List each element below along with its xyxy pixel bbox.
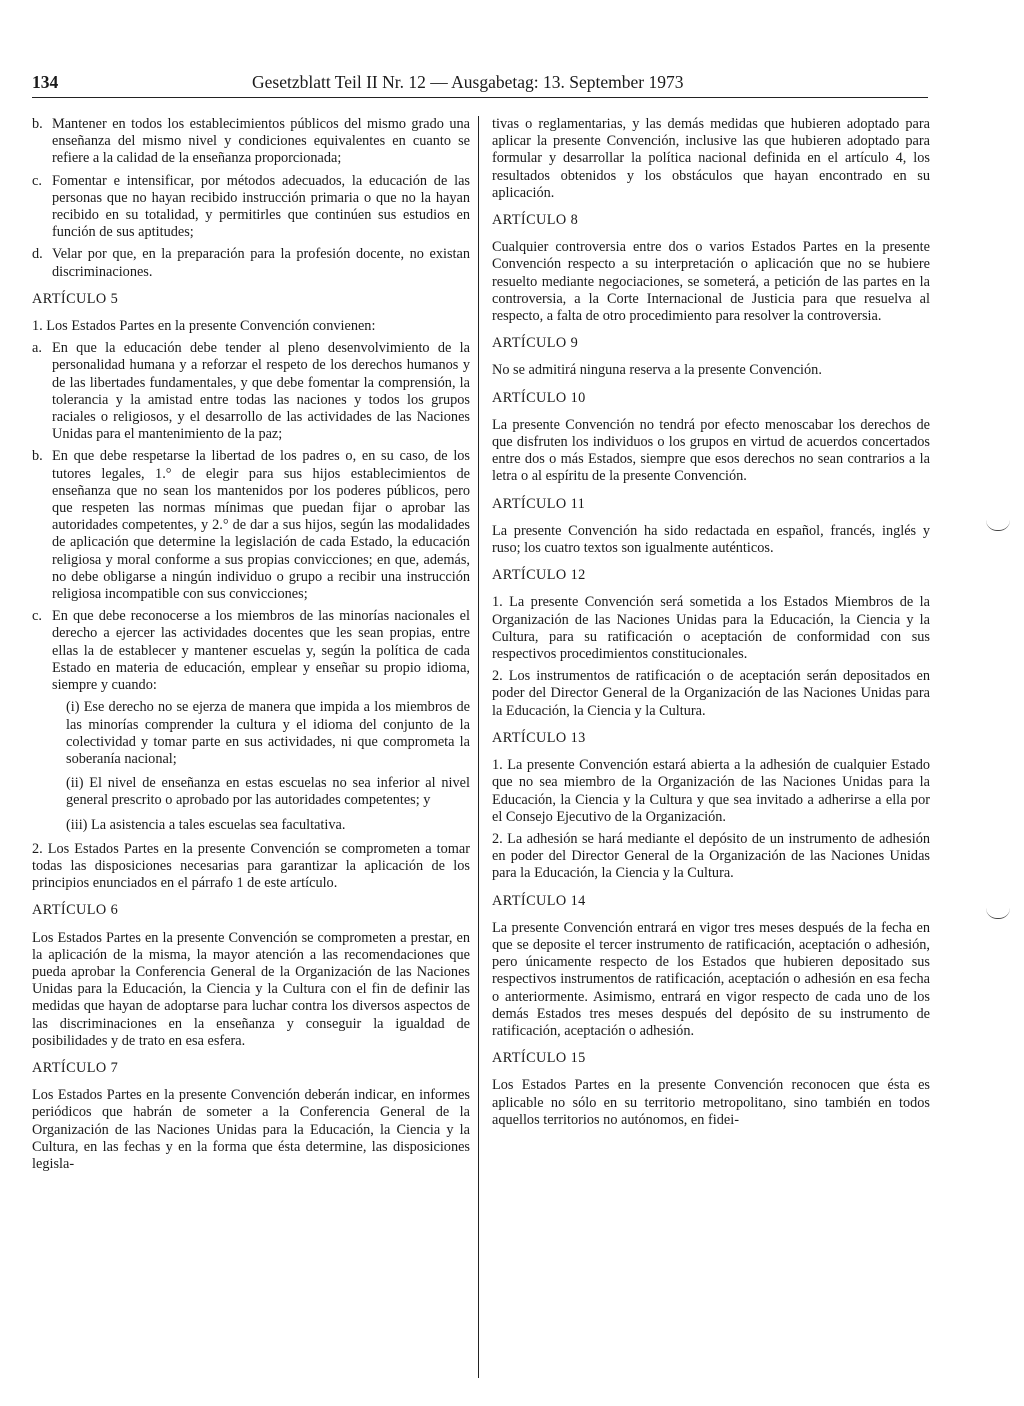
article-11-text: La presente Convención ha sido redactada en español, francés, inglés y ruso; los cuatro textos son igualmente auténticos. — [492, 522, 930, 557]
article-15-text: Los Estados Partes en la presente Convención reconocen que ésta es aplicable no sólo en su territorio metropolitano, sino también en todos aquellos territorios no autónomos, en fidei- — [492, 1077, 930, 1128]
list-marker: b. — [32, 116, 43, 132]
article-7-text: Los Estados Partes en la presente Convención deberán indicar, en informes periódicos que habrán de someter a la Conferencia General de la Organización de las Naciones Unidas para la Educación, la Ciencia y la Cultura, en las fechas y en la forma que ésta determine, las disposiciones legisla- — [32, 1087, 470, 1172]
article-6-text: Los Estados Partes en la presente Convención se comprometen a prestar, en la aplicación de la misma, la mayor atención a las recomendaciones que pueda aprobar la Conferencia General de la Organización de las Naciones Unidas para la Educación, la Ciencia y la Cultura con el fin de definir las medidas que hayan de adoptarse para luchar contra los diversos aspectos de las discriminaciones en la enseñanza y conseguir la igualdad de posibilidades y de trato en esa esfera. — [32, 929, 470, 1049]
right-column — [492, 116, 930, 1134]
header-title: Gesetzblatt Teil II Nr. 12 — Ausgabetag: 13. September 1973 — [252, 72, 684, 92]
list-marker: a. — [32, 340, 42, 357]
list-item-d — [32, 246, 470, 280]
article-7-continuation: tivas o reglamentarias, y las demás medidas que hubieren adoptado para aplicar la presente Convención, inclusive las que hubieren adoptado para formular y desarrollar la política nacional definida en el artículo 4, los resultados obtenidos y los obstáculos que hayan encontrado en su aplicación. — [492, 116, 930, 201]
article-10-heading: ARTÍCULO 10 — [492, 389, 586, 406]
article-9-heading: ARTÍCULO 9 — [492, 335, 579, 352]
list-item-text: En que debe respetarse la libertad de los padres o, en su caso, de los tutores legales, 1.° de elegir para sus hijos establecimientos de enseñanza que no sean los mantenidos por los poderes públicos, pero que respeten las normas mínimas que puedan fijar o aprobar las autoridades competentes, y 2.° de dar a sus hijos, según las modalidades de aplicación que determine la legislación de cada Estado, la educación religiosa y moral conforme a sus propias convicciones; en que, además, no debe obligarse a ningún individuo o grupo a recibir una instrucción religiosa incompatible con sus convicciones; — [52, 448, 470, 603]
list-item-text: Mantener en todos los establecimientos públicos del mismo grado una enseñanza del mismo nivel y condiciones equivalentes en cuanto se refiere a la calidad de la enseñanza proporcionada; — [52, 116, 470, 167]
article-5-heading: ARTÍCULO 5 — [32, 290, 119, 307]
article-5-paragraph-2: 2. Los Estados Partes en la presente Convención se comprometen a tomar todas las disposiciones necesarias para garantizar la aplicación de los principios enunciados en el párrafo 1 de este artículo. — [32, 840, 470, 892]
left-column — [32, 116, 470, 1178]
list-item-text: Velar por que, en la preparación para la profesión docente, no existan discriminaciones. — [52, 246, 470, 280]
page-header — [32, 72, 928, 94]
article-10-text: La presente Convención no tendrá por efecto menoscabar los derechos de que disfruten los individuos o los grupos en virtud de acuerdos concertados entre dos o más Estados, siempre que esos derechos no sean contrarios a la letra o al espíritu de la presente Convención. — [492, 416, 930, 485]
article-5-item-b — [32, 448, 470, 603]
article-13-heading: ARTÍCULO 13 — [492, 729, 586, 746]
article-5-subitem-ii: (ii) El nivel de enseñanza en estas escuelas no sea inferior al nivel general prescrito o aprobado por las autoridades competentes; y — [66, 775, 470, 809]
article-13-paragraph-2: 2. La adhesión se hará mediante el depósito de un instrumento de adhesión en poder del Director General de la Organización de las Naciones Unidas para la Educación, la Ciencia y la Cultura. — [492, 830, 930, 882]
article-12-paragraph-1: 1. La presente Convención será sometida a los Estados Miembros de la Organización de las Naciones Unidas para la Educación, la Ciencia y la Cultura, para su ratificación o aceptación de conformidad con sus respectivos procedimientos constitucionales. — [492, 594, 930, 663]
list-marker: c. — [32, 608, 42, 625]
article-5-item-a — [32, 340, 470, 443]
article-15-heading: ARTÍCULO 15 — [492, 1050, 586, 1067]
article-5-subitem-i: (i) Ese derecho no se ejerza de manera que impida a los miembros de las minorías comprender la cultura y el idioma del conjunto de la colectividad y tomar parte en sus actividades, ni que comprometa la soberanía nacional; — [66, 699, 470, 767]
list-item-c — [32, 173, 470, 242]
article-8-text: Cualquier controversia entre dos o varios Estados Partes en la presente Convención respecto a su interpretación o aplicación que no se hubiere resuelto mediante negociaciones, se someterá, a petición de las partes en la controversia, a la Corte Internacional de Justicia para que resuelva al respecto, a falta de otro procedimiento para resolver la controversia. — [492, 239, 930, 325]
article-8-heading: ARTÍCULO 8 — [492, 212, 579, 229]
article-5-subitem-iii: (iii) La asistencia a tales escuelas sea facultativa. — [66, 816, 346, 833]
column-divider — [478, 116, 479, 1378]
margin-mark — [986, 520, 1010, 531]
list-item-text: Fomentar e intensificar, por métodos adecuados, la educación de las personas que no hayan recibido instrucción primaria o que no la hayan recibido en su totalidad, y permitirles que continúen sus estudios en función de sus aptitudes; — [52, 172, 470, 241]
article-9-text: No se admitirá ninguna reserva a la presente Convención. — [492, 362, 822, 379]
article-11-heading: ARTÍCULO 11 — [492, 495, 586, 512]
list-marker: b. — [32, 448, 43, 465]
article-12-heading: ARTÍCULO 12 — [492, 567, 586, 584]
list-item-b — [32, 116, 470, 168]
article-5-paragraph-1: 1. Los Estados Partes en la presente Convención convienen: — [32, 318, 376, 335]
article-14-heading: ARTÍCULO 14 — [492, 892, 586, 909]
list-marker: c. — [32, 172, 42, 189]
article-6-heading: ARTÍCULO 6 — [32, 902, 119, 919]
header-rule — [32, 97, 928, 98]
list-marker: d. — [32, 246, 43, 263]
article-14-text: La presente Convención entrará en vigor tres meses después de la fecha en que se deposite el tercer instrumento de ratificación, aceptación o adhesión, pero únicamente respecto de los Estados que hubieren depositado sus respectivos instrumentos de ratificación, aceptación o adhesión en esa fecha o anteriormente. Asimismo, entrará en vigor respecto de cada uno de los demás Estados tres meses después del depósito de su instrumento de ratificación, aceptación o adhesión. — [492, 919, 930, 1039]
article-7-heading: ARTÍCULO 7 — [32, 1059, 119, 1076]
article-12-paragraph-2: 2. Los instrumentos de ratificación o de aceptación serán depositados en poder del Director General de la Organización de las Naciones Unidas para la Educación, la Ciencia y la Cultura. — [492, 668, 930, 719]
article-5-item-c — [32, 608, 470, 694]
margin-mark — [986, 908, 1010, 919]
list-item-text: En que debe reconocerse a los miembros de las minorías nacionales el derecho a ejercer las actividades docentes que les sean propias, entre ellas la de establecer y mantener escuelas y, según la política de cada Estado en materia de educación, emplear y enseñar su propio idioma, siempre y cuando: — [52, 608, 470, 694]
list-item-text: En que la educación debe tender al pleno desenvolvimiento de la personalidad humana y a reforzar el respeto de los derechos humanos y de las libertades fundamentales, y que debe fomentar la comprensión, la tolerancia y la amistad entre todas las naciones y todos los grupos raciales o religiosos, y el desarrollo de las actividades de las Naciones Unidas para el mantenimiento de la paz; — [52, 340, 470, 443]
page-number: 134 — [32, 72, 59, 92]
article-13-paragraph-1: 1. La presente Convención estará abierta a la adhesión de cualquier Estado que no sea miembro de la Organización de las Naciones Unidas para la Educación, la Ciencia y la Cultura y que sea invitado a adherirse a ella por el Consejo Ejecutivo de la Organización. — [492, 757, 930, 825]
